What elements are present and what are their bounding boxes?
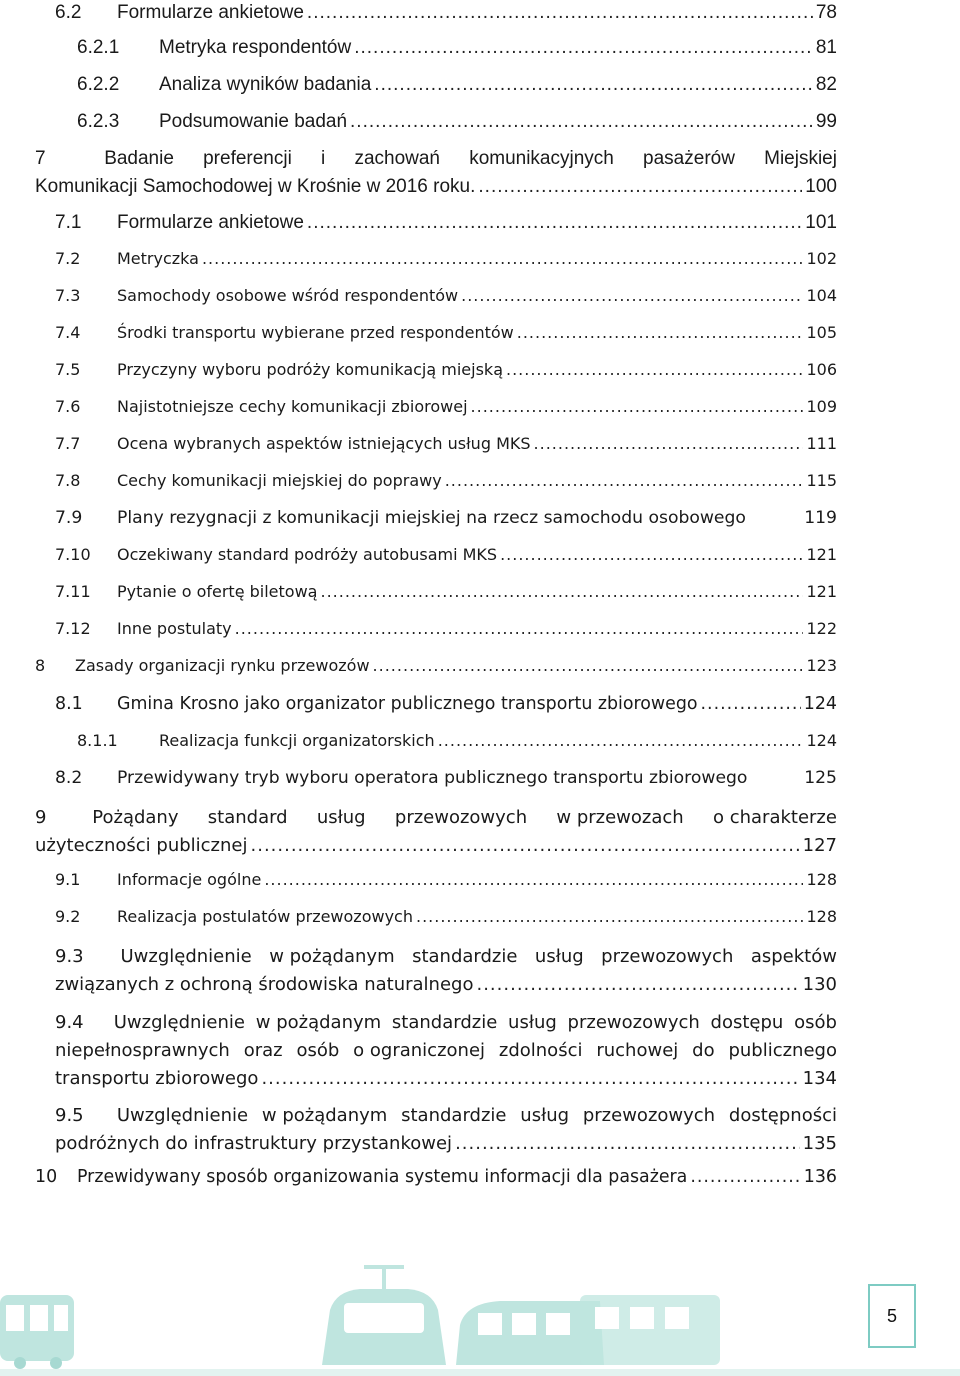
toc-title: Środki transportu wybierane przed respondentów bbox=[117, 323, 514, 342]
toc-entry-line2 bbox=[55, 972, 837, 998]
toc-word: o ograniczonej bbox=[353, 1040, 486, 1061]
toc-page: 125 bbox=[804, 768, 837, 788]
toc-word: Uwzględnienie bbox=[120, 946, 252, 967]
toc-word: dostępu bbox=[710, 1012, 784, 1033]
toc-title: Cechy komunikacji miejskiej do poprawy bbox=[117, 471, 442, 490]
toc-number: 10 bbox=[35, 1167, 58, 1187]
toc-number: 6.2 bbox=[55, 2, 82, 23]
toc-leader bbox=[374, 74, 813, 96]
toc-title: Podsumowanie badań bbox=[159, 111, 348, 132]
toc-page: 121 bbox=[806, 545, 837, 564]
toc-leader bbox=[202, 249, 804, 268]
toc-entry[interactable] bbox=[55, 694, 837, 714]
toc-title: transportu zbiorowego bbox=[55, 1068, 259, 1089]
toc-word: osób bbox=[794, 1012, 837, 1033]
toc-title: Analiza wyników badania bbox=[159, 74, 372, 95]
bus-icon bbox=[0, 1295, 74, 1369]
toc-leader bbox=[307, 2, 813, 24]
toc-number: 8.2 bbox=[55, 768, 83, 788]
toc-word: Uwzględnienie bbox=[113, 1012, 245, 1033]
toc-number: 9.2 bbox=[55, 907, 81, 926]
toc-page: 101 bbox=[805, 212, 837, 233]
toc-entry[interactable] bbox=[55, 471, 837, 490]
toc-entry[interactable] bbox=[35, 1167, 837, 1187]
toc-page: 115 bbox=[806, 471, 837, 490]
toc-word: Badanie bbox=[104, 148, 174, 169]
toc-leader bbox=[264, 870, 803, 889]
toc-word: osób bbox=[296, 1040, 340, 1061]
toc-word: w pożądanym bbox=[255, 1012, 382, 1033]
toc-entry-line1 bbox=[55, 944, 837, 970]
toc-title: Formularze ankietowe bbox=[117, 212, 304, 233]
toc-title: Metryka respondentów bbox=[159, 37, 352, 58]
toc-title: Inne postulaty bbox=[117, 619, 232, 638]
toc-page: 136 bbox=[803, 1167, 837, 1187]
toc-word: przewozowych bbox=[582, 1105, 716, 1126]
toc-number: 9.3 bbox=[55, 946, 84, 967]
toc-page: 124 bbox=[806, 731, 837, 750]
toc-leader bbox=[701, 694, 801, 714]
toc-entry[interactable] bbox=[55, 2, 837, 24]
toc-word: standardzie bbox=[401, 1105, 507, 1126]
toc-title: Gmina Krosno jako organizator publicznego transportu zbiorowego bbox=[117, 694, 698, 714]
toc-word: dostępności bbox=[728, 1105, 837, 1126]
toc-entry-line3 bbox=[55, 1066, 837, 1092]
toc-page: 100 bbox=[805, 176, 837, 197]
toc-entry[interactable] bbox=[55, 907, 837, 926]
toc-leader bbox=[354, 37, 813, 59]
toc-entry[interactable] bbox=[55, 212, 837, 234]
toc-entry[interactable] bbox=[55, 397, 837, 416]
toc-number: 7.4 bbox=[55, 323, 81, 342]
toc-word: niepełnosprawnych bbox=[55, 1040, 230, 1061]
toc-entry[interactable] bbox=[55, 508, 837, 528]
toc-word: Uwzględnienie bbox=[116, 1105, 249, 1126]
toc-leader bbox=[438, 731, 804, 750]
toc-page: 122 bbox=[806, 619, 837, 638]
toc-number: 7.5 bbox=[55, 360, 81, 379]
toc-number: 7.9 bbox=[55, 508, 83, 528]
toc-entry[interactable] bbox=[55, 286, 837, 305]
tram-icon bbox=[322, 1265, 446, 1365]
toc-word: przewozowych bbox=[601, 946, 734, 967]
toc-title: Ocena wybranych aspektów istniejących usług MKS bbox=[117, 434, 531, 453]
toc-word: o charakterze bbox=[712, 807, 837, 828]
toc-word: standard bbox=[207, 807, 288, 828]
toc-page: 109 bbox=[806, 397, 837, 416]
toc-word: w pożądanym bbox=[269, 946, 395, 967]
toc-leader bbox=[445, 471, 804, 490]
toc-page: 130 bbox=[802, 974, 837, 995]
toc-entry-line1 bbox=[55, 1103, 837, 1129]
toc-word: standardzie bbox=[391, 1012, 498, 1033]
toc-entry[interactable] bbox=[77, 37, 837, 59]
toc-word: zachowań bbox=[354, 148, 440, 169]
toc-number: 7.12 bbox=[55, 619, 91, 638]
toc-title: Zasady organizacji rynku przewozów bbox=[75, 656, 370, 675]
toc-page: 78 bbox=[815, 2, 837, 23]
toc-title: Realizacja postulatów przewozowych bbox=[117, 907, 413, 926]
toc-number: 8.1 bbox=[55, 694, 83, 714]
toc-number: 6.2.3 bbox=[77, 111, 120, 132]
toc-title: Przewidywany sposób organizowania systemu informacji dla pasażera bbox=[77, 1167, 688, 1187]
toc-number: 7.11 bbox=[55, 582, 91, 601]
toc-page: 119 bbox=[804, 508, 837, 528]
toc-title: Oczekiwany standard podróży autobusami MKS bbox=[117, 545, 498, 564]
toc-number: 7.6 bbox=[55, 397, 81, 416]
toc-number: 8.1.1 bbox=[77, 731, 118, 750]
toc-entry[interactable] bbox=[55, 582, 837, 601]
toc-number: 6.2.2 bbox=[77, 74, 120, 95]
toc-leader bbox=[534, 434, 804, 453]
toc-word: pasażerów bbox=[643, 148, 735, 169]
toc-word: w pożądanym bbox=[261, 1105, 388, 1126]
toc-entry[interactable] bbox=[55, 619, 837, 638]
toc-page: 102 bbox=[806, 249, 837, 268]
toc-entry[interactable] bbox=[55, 249, 837, 268]
toc-title: Najistotniejsze cechy komunikacji zbiorowej bbox=[117, 397, 468, 416]
toc-word: do bbox=[692, 1040, 715, 1061]
toc-leader bbox=[506, 360, 803, 379]
toc-title: Przewidywany tryb wyboru operatora publicznego transportu zbiorowego bbox=[117, 768, 748, 788]
toc-entry-line1 bbox=[55, 1010, 837, 1036]
toc-number: 9.1 bbox=[55, 870, 81, 889]
toc-entry[interactable] bbox=[77, 111, 837, 133]
toc-number: 8 bbox=[35, 656, 46, 675]
toc-page: 105 bbox=[806, 323, 837, 342]
toc-entry-line2 bbox=[55, 1131, 837, 1157]
toc-leader bbox=[307, 212, 802, 234]
toc-entry-line2 bbox=[55, 1038, 837, 1064]
toc-entry[interactable] bbox=[55, 434, 837, 453]
toc-entry[interactable] bbox=[55, 545, 837, 564]
toc-number: 9 bbox=[35, 807, 47, 828]
toc-word: publicznego bbox=[728, 1040, 837, 1061]
toc-entry[interactable] bbox=[77, 74, 837, 96]
toc-word: aspektów bbox=[750, 946, 837, 967]
toc-entry[interactable] bbox=[55, 360, 837, 379]
toc-word: w przewozach bbox=[556, 807, 684, 828]
toc-word: preferencji bbox=[203, 148, 292, 169]
toc-title: podróżnych do infrastruktury przystankowej bbox=[55, 1133, 453, 1154]
toc-entry-line2 bbox=[35, 833, 837, 859]
toc-page: 124 bbox=[803, 694, 837, 714]
toc-page: 135 bbox=[802, 1133, 837, 1154]
toc-word: komunikacyjnych bbox=[469, 148, 614, 169]
toc-leader bbox=[690, 1167, 800, 1187]
toc-entry-line1 bbox=[35, 805, 837, 831]
toc-word: przewozowych bbox=[394, 807, 528, 828]
toc-entry[interactable] bbox=[55, 323, 837, 342]
toc-leader bbox=[455, 1131, 800, 1157]
toc-leader bbox=[461, 286, 803, 305]
toc-word: zdolności bbox=[498, 1040, 583, 1061]
toc-entry[interactable] bbox=[77, 731, 837, 750]
toc-word: usług bbox=[520, 1105, 570, 1126]
toc-number: 6.2.1 bbox=[77, 37, 120, 58]
toc-leader bbox=[251, 833, 800, 859]
toc-page: 81 bbox=[815, 37, 837, 58]
toc-leader bbox=[416, 907, 803, 926]
toc-page: 128 bbox=[806, 907, 837, 926]
toc-word: i bbox=[321, 148, 326, 169]
toc-leader bbox=[476, 972, 799, 998]
toc-title: Przyczyny wyboru podróży komunikacją miejską bbox=[117, 360, 503, 379]
toc-page: 99 bbox=[815, 111, 837, 132]
toc-number: 7 bbox=[35, 148, 46, 169]
toc-leader bbox=[500, 545, 803, 564]
toc-leader bbox=[471, 397, 804, 416]
toc-title: Formularze ankietowe bbox=[117, 2, 304, 23]
toc-title: Metryczka bbox=[117, 249, 199, 268]
toc-word: usług bbox=[534, 946, 584, 967]
toc-entry[interactable] bbox=[55, 870, 837, 889]
toc-number: 7.2 bbox=[55, 249, 81, 268]
toc-word: Pożądany bbox=[92, 807, 179, 828]
toc-leader bbox=[373, 656, 804, 675]
toc-page: 128 bbox=[806, 870, 837, 889]
toc-word: Miejskiej bbox=[764, 148, 837, 169]
toc-title: Pytanie o ofertę biletową bbox=[117, 582, 318, 601]
toc-title: Plany rezygnacji z komunikacji miejskiej na rzecz samochodu osobowego bbox=[117, 508, 746, 528]
toc-word: oraz bbox=[243, 1040, 283, 1061]
toc-entry[interactable] bbox=[35, 656, 837, 675]
toc-word: przewozowych bbox=[567, 1012, 700, 1033]
toc-title: Samochody osobowe wśród respondentów bbox=[117, 286, 459, 305]
page-number-box bbox=[868, 1284, 916, 1348]
toc-page: 111 bbox=[806, 434, 837, 453]
toc-title: użyteczności publicznej bbox=[35, 835, 248, 856]
toc-page: 106 bbox=[806, 360, 837, 379]
toc-leader bbox=[517, 323, 804, 342]
toc-number: 7.1 bbox=[55, 212, 82, 233]
toc-leader bbox=[235, 619, 804, 638]
toc-entry-line1 bbox=[35, 148, 837, 170]
toc-page: 121 bbox=[806, 582, 837, 601]
toc-number: 7.10 bbox=[55, 545, 91, 564]
toc-page: 134 bbox=[802, 1068, 837, 1089]
toc-page: 82 bbox=[815, 74, 837, 95]
train-icon bbox=[456, 1295, 720, 1365]
toc-leader bbox=[478, 176, 802, 198]
toc-number: 7.8 bbox=[55, 471, 81, 490]
toc-word: usług bbox=[316, 807, 366, 828]
toc-leader bbox=[320, 582, 803, 601]
toc-entry-line2 bbox=[35, 176, 837, 198]
toc-leader bbox=[350, 111, 813, 133]
toc-number: 9.5 bbox=[55, 1105, 84, 1126]
toc-word: usług bbox=[508, 1012, 557, 1033]
toc-title: Realizacja funkcji organizatorskich bbox=[159, 731, 435, 750]
toc-number: 7.3 bbox=[55, 286, 81, 305]
toc-title: Informacje ogólne bbox=[117, 870, 262, 889]
toc-number: 9.4 bbox=[55, 1012, 84, 1033]
toc-page: 127 bbox=[802, 835, 837, 856]
toc-entry[interactable] bbox=[55, 768, 837, 788]
toc-word: standardzie bbox=[412, 946, 518, 967]
toc-word: ruchowej bbox=[596, 1040, 679, 1061]
toc-title: Komunikacji Samochodowej w Krośnie w 2016 roku. bbox=[35, 176, 476, 197]
toc-page: 104 bbox=[806, 286, 837, 305]
page-number: 5 bbox=[886, 1305, 897, 1326]
toc-number: 7.7 bbox=[55, 434, 81, 453]
footer-decoration bbox=[0, 1255, 960, 1376]
toc-title: związanych z ochroną środowiska naturalnego bbox=[55, 974, 474, 995]
toc-page: 123 bbox=[806, 656, 837, 675]
toc-leader bbox=[261, 1066, 799, 1092]
